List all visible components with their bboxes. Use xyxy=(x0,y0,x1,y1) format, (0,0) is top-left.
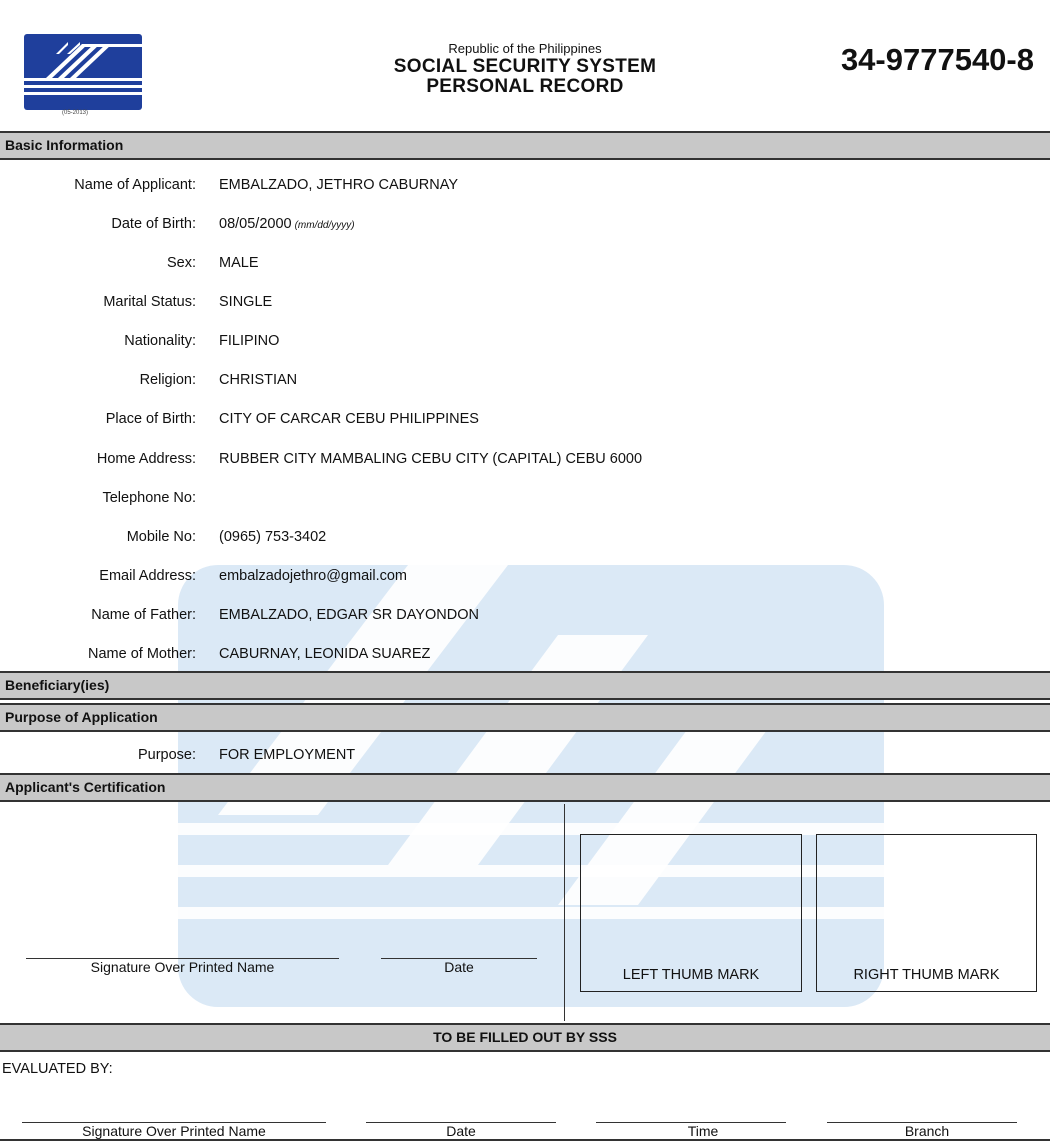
field-value: CITY OF CARCAR CEBU PHILIPPINES xyxy=(219,411,479,427)
document-title: PERSONAL RECORD xyxy=(426,76,624,97)
evaluator-signature-caption: Signature Over Printed Name xyxy=(82,1123,266,1139)
field-row-marital-status xyxy=(0,294,1050,314)
field-value: FOR EMPLOYMENT xyxy=(219,747,356,763)
field-label: Name of Mother: xyxy=(88,646,196,662)
date-format-hint: (mm/dd/yyyy) xyxy=(294,220,355,231)
evaluated-by-label: EVALUATED BY: xyxy=(2,1061,113,1077)
field-row-dob xyxy=(0,216,1050,236)
field-label: Sex: xyxy=(166,255,196,271)
field-row-email xyxy=(0,568,1050,588)
field-row-place-of-birth xyxy=(0,411,1050,431)
field-row-mobile xyxy=(0,529,1050,549)
section-sss-use: TO BE FILLED OUT BY SSS xyxy=(0,1023,1050,1052)
field-label: Name of Applicant: xyxy=(74,177,196,193)
ss-number: 34-9777540-8 xyxy=(840,42,1034,77)
field-row-telephone xyxy=(0,490,1050,510)
field-label: Religion: xyxy=(139,372,196,388)
field-value: EMBALZADO, EDGAR SR DAYONDON xyxy=(219,607,479,623)
field-row-sex xyxy=(0,255,1050,275)
republic-heading: Republic of the Philippines xyxy=(448,41,602,56)
left-thumb-label: LEFT THUMB MARK xyxy=(622,967,760,983)
evaluation-date-caption: Date xyxy=(446,1123,476,1139)
field-row-mother xyxy=(0,646,1050,666)
field-label: Name of Father: xyxy=(91,607,196,623)
field-label: Place of Birth: xyxy=(105,411,196,427)
section-beneficiaries: Beneficiary(ies) xyxy=(0,671,1050,700)
field-label: Nationality: xyxy=(124,333,196,349)
branch-caption: Branch xyxy=(904,1123,950,1139)
agency-title: SOCIAL SECURITY SYSTEM xyxy=(393,56,657,77)
field-value xyxy=(219,216,355,232)
right-thumb-mark-box xyxy=(816,834,1037,992)
field-row-home-address xyxy=(0,451,1050,471)
field-label: Telephone No: xyxy=(102,490,196,506)
right-thumb-label: RIGHT THUMB MARK xyxy=(853,967,1000,983)
form-code: (05-2013) xyxy=(62,110,89,116)
left-thumb-mark-box xyxy=(580,834,802,992)
field-label: Mobile No: xyxy=(126,529,196,545)
field-row-father xyxy=(0,607,1050,627)
field-label: Email Address: xyxy=(99,568,196,584)
field-value: EMBALZADO, JETHRO CABURNAY xyxy=(219,177,459,193)
column-divider xyxy=(564,804,565,1021)
field-label: Date of Birth: xyxy=(111,216,196,232)
field-value: (0965) 753-3402 xyxy=(219,529,327,545)
section-purpose: Purpose of Application xyxy=(0,703,1050,732)
field-row-purpose xyxy=(0,747,1050,767)
section-basic-information: Basic Information xyxy=(0,131,1050,160)
field-value: FILIPINO xyxy=(219,333,280,349)
field-label: Marital Status: xyxy=(103,294,196,310)
sss-logo xyxy=(24,34,142,110)
section-certification: Applicant's Certification xyxy=(0,773,1050,802)
field-value: embalzadojethro@gmail.com xyxy=(219,568,407,584)
field-row-nationality xyxy=(0,333,1050,353)
field-value: CABURNAY, LEONIDA SUAREZ xyxy=(219,646,431,662)
field-label: Purpose: xyxy=(137,747,196,763)
field-value: RUBBER CITY MAMBALING CEBU CITY (CAPITAL) CEBU 6000 xyxy=(219,451,643,467)
field-value: CHRISTIAN xyxy=(219,372,298,388)
evaluation-time-caption: Time xyxy=(687,1123,719,1139)
signature-caption: Signature Over Printed Name xyxy=(90,959,275,975)
field-row-name xyxy=(0,177,1050,197)
dob-value: 08/05/2000 xyxy=(219,216,292,232)
bottom-border xyxy=(0,1139,1050,1141)
field-value: SINGLE xyxy=(219,294,273,310)
field-row-religion xyxy=(0,372,1050,392)
date-caption: Date xyxy=(444,959,474,975)
field-label: Home Address: xyxy=(96,451,196,467)
field-value: MALE xyxy=(219,255,259,271)
